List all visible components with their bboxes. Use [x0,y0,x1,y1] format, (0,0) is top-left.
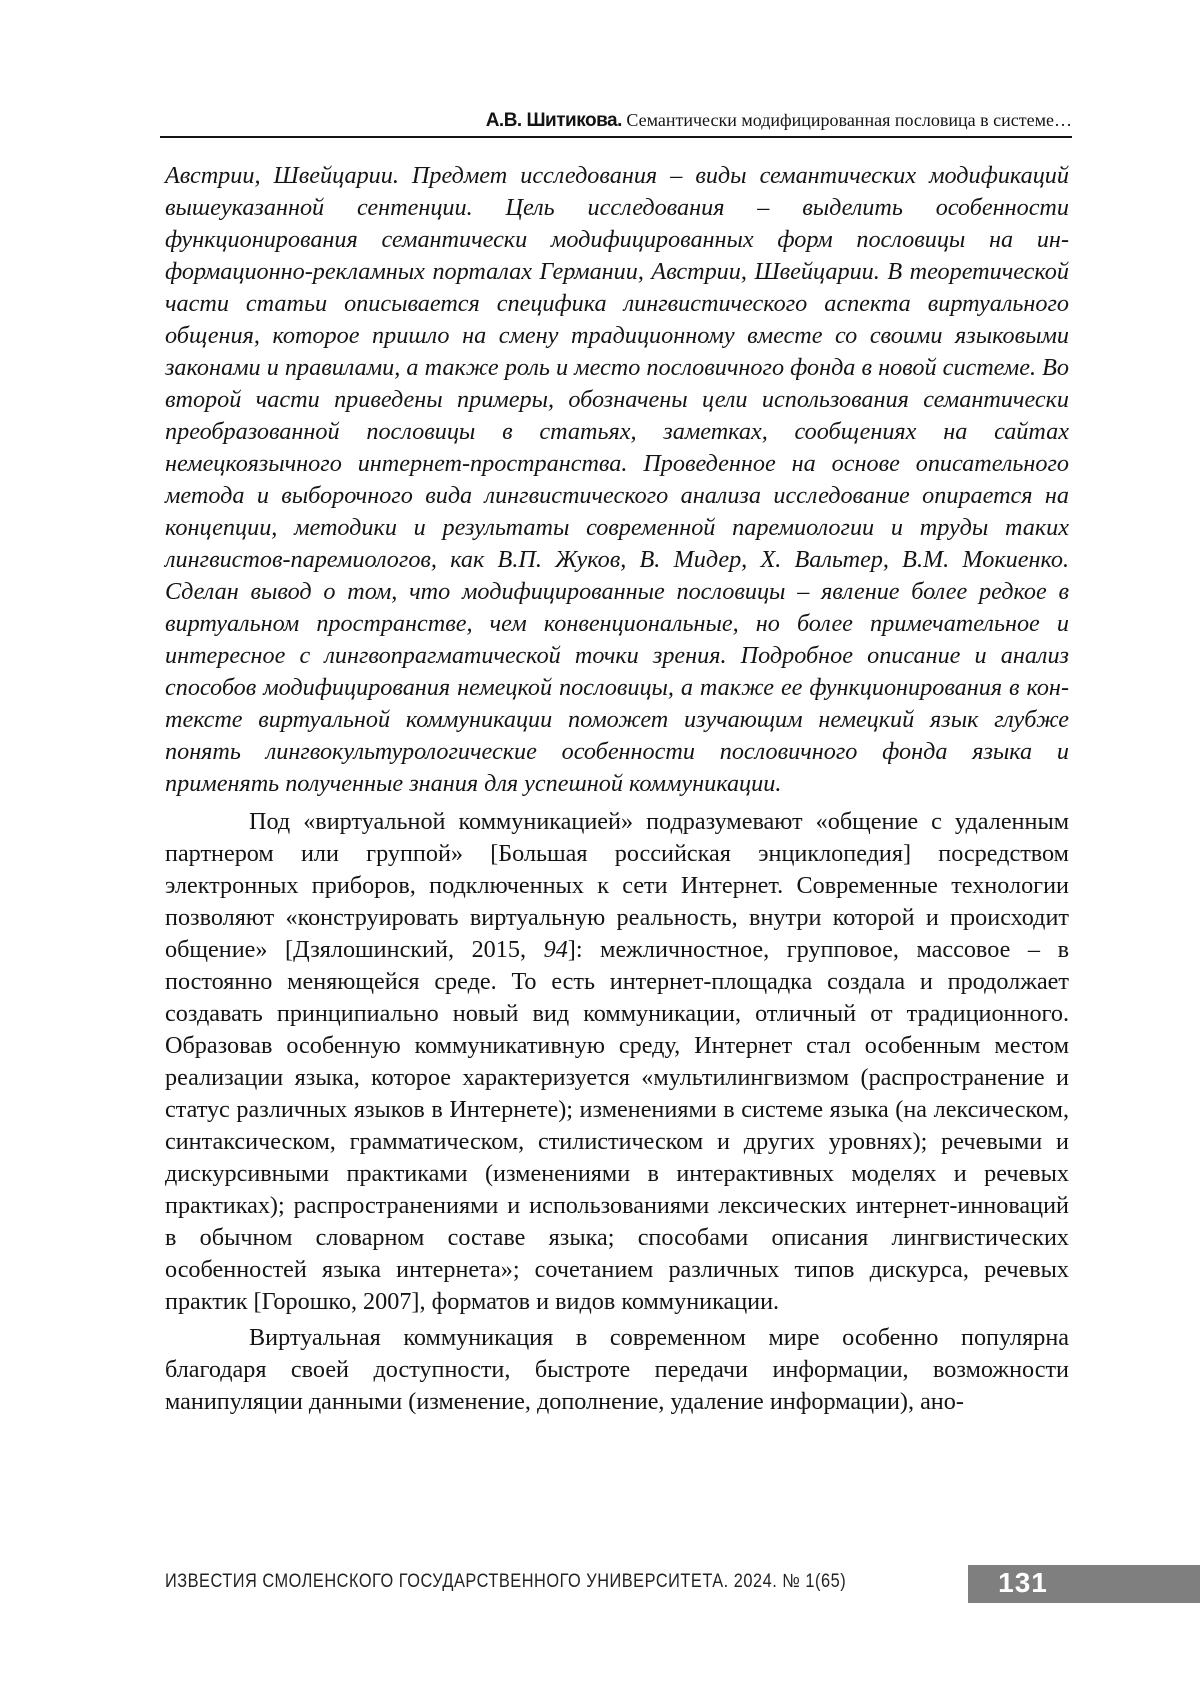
journal-name: ИЗВЕСТИЯ СМОЛЕНСКОГО ГОСУДАРСТВЕННОГО УНИВЕРСИТЕТА. 2024. № 1(65) [165,1571,847,1592]
paragraph-1-part-a: Под «виртуальной коммуникацией» подразумевают «общение с удаленным партнером или группой» [Большая российская энциклопедия] посредством электронных приборов, подключенных к сети Интернет. Современные технологии позволяют «конструировать виртуальную реальность, внутри которой и происходит общение» [Дзялошинский, 2015, [165,808,1069,963]
running-header [160,108,1072,138]
paragraph-popularity: Виртуальная коммуникация в современном мире особенно популярна благодаря своей доступности, быстроте передачи информации, возможности манипуляции данными (изменение, дополнение, удаление информации), ано- [165,1324,1069,1415]
header-article-title: Семантически модифицированная пословица в системе… [621,110,1072,130]
header-author: А.В. Шитикова. [485,110,622,131]
page-number-box [968,1565,1200,1603]
article-body [165,160,1069,1418]
paragraph-1-part-b: ]: межличностное, групповое, массовое – в постоянно меняющейся среде. То есть интернет-площадка создала и продолжает создавать принципиально новый вид коммуникации, отличный от традиционного. Образовав особенную коммуникативную среду, Интернет стал особенным местом реализации языка, которое характеризуется «мультилингвизмом (распространение и статус различных языков в Интернете); изменениями в системе языка (на лексическом, синтаксическом, грамматическом, стилистическом и других уровнях); речевыми и дискурсивными практиками (изменениями в интерактивных моделях и речевых практиках); распространениями и использованиями лексических интернет-инноваций в обычном словарном составе языка; способами описания лингвистических особенностей языка интернета»; сочетанием различных типов дискурса, речевых практик [Горошко, 2007], форматов и видов коммуникации. [165,936,1069,1315]
page-footer [0,1565,1200,1605]
page-number: 131 [998,1567,1048,1598]
abstract-text: Австрии, Швейцарии. Предмет исследования – виды семантических модификаций вышеуказанной сентенции. Цель исследования – выделить особенности функционирования семантически модифицированных форм пословицы на информационно-рекламных порталах Германии, Австрии, Швейцарии. В теоретической части статьи описывается специфика лингвистического аспекта виртуального общения, которое пришло на смену традиционному вместе со своими языковыми законами и правилами, а также роль и место пословичного фонда в новой системе. Во второй части приведены примеры, обозначены цели использования семантически преобразованной пословицы в статьях, заметках, сообщениях на сайтах немецкоязычного интернет-пространства. Проведенное на основе описательного метода и выборочного вида лингвистического анализа исследование опирается на концепции, методики и результаты современной паремиологии и труды таких лингвистов-паремиологов, как В.П. Жуков, В. Мидер, Х. Вальтер, В.М. Мокиенко. Сделан вывод о том, что модифицированные пословицы – явление более редкое в виртуальном пространстве, чем конвенциональные, но более примечательное и интересное с лингвопрагматической точки зрения. Подробное описание и анализ способов модифицирования немецкой пословицы, а также ее функционирования в контексте виртуальной коммуникации поможет изучающим немецкий язык глубже понять лингвокультурологические особенности пословичного фонда языка и применять полученные знания для успешной коммуникации. [165,162,1069,797]
citation-page-number: 94 [543,936,568,963]
paragraph-virtual-communication [165,806,1069,1318]
